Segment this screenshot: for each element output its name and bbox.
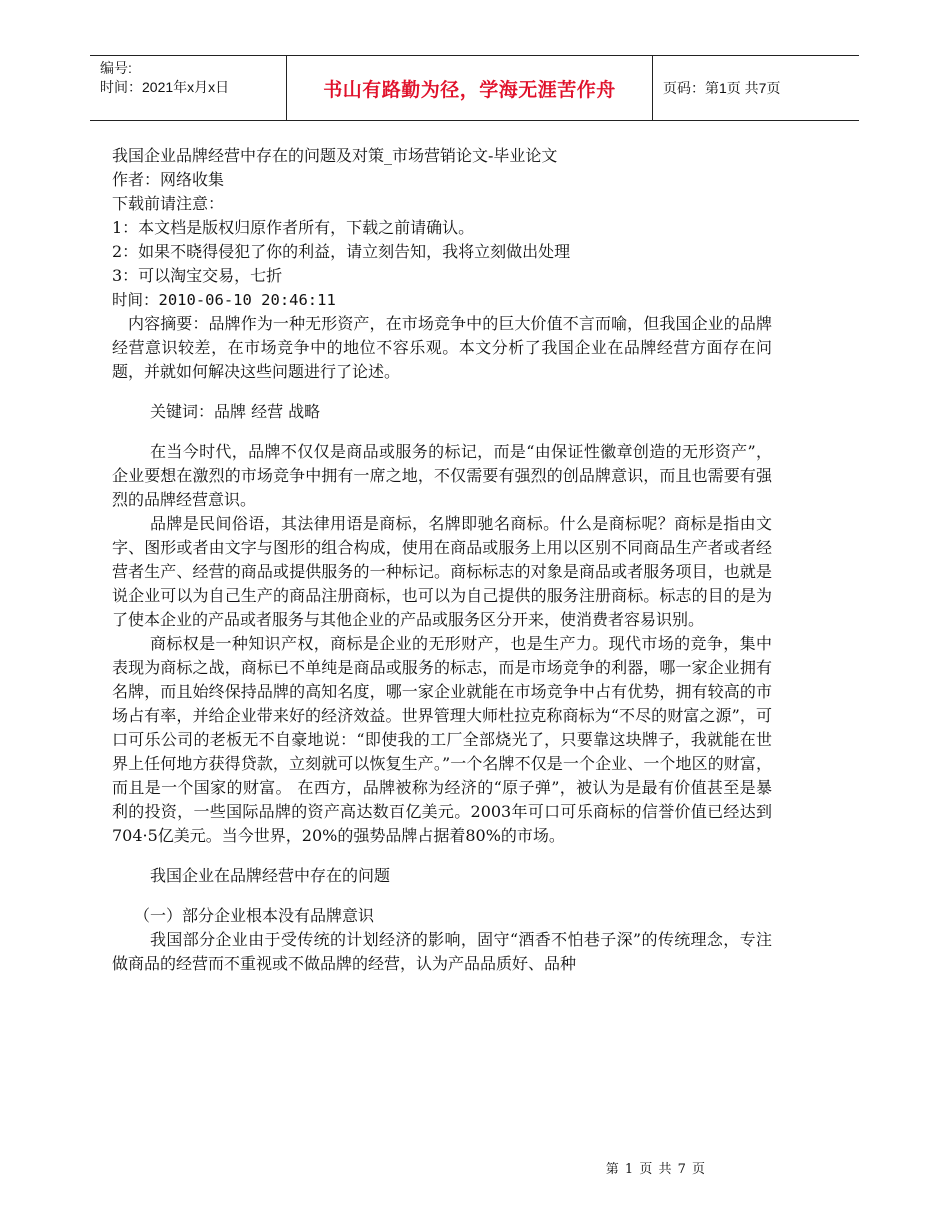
paragraph: 品牌是民间俗语，其法律用语是商标，名牌即驰名商标。什么是商标呢？商标是指由文字、图形或者由文字与图形的组合构成，使用在商品或服务上用以区别不同商品生产者或者经营者生产、经营的商品或提供服务的一种标记。商标标志的对象是商品或者服务项目，也就是说企业可以为自己生产的商品注册商标，也可以为自己提供的服务注册商标。标志的目的是为了使本企业的产品或者服务与其他企业的产品或服务区分开来，使消费者容易识别。: [112, 514, 772, 629]
subsection-title: （一）部分企业根本没有品牌意识: [134, 906, 375, 925]
page-header: [90, 55, 859, 121]
author-line: 作者：网络收集: [112, 170, 225, 189]
number-label: 编号:: [100, 60, 132, 76]
notice-item-2: 2：如果不晓得侵犯了你的利益，请立刻告知，我将立刻做出处理: [112, 242, 571, 261]
document-body: [112, 144, 772, 976]
header-info: [90, 56, 286, 120]
header-page-label: 页码：第1页 共7页: [663, 80, 781, 96]
header-motto: 书山有路勤为径，学海无涯苦作舟: [286, 56, 653, 120]
paragraph: 我国部分企业由于受传统的计划经济的影响，固守“酒香不怕巷子深”的传统理念，专注做商品的经营而不重视或不做品牌的经营，认为产品品质好、品种: [112, 930, 772, 973]
paragraph: 商标权是一种知识产权，商标是企业的无形财产，也是生产力。现代市场的竞争，集中表现为商标之战，商标已不单纯是商品或服务的标志，而是市场竞争的利器，哪一家企业拥有名牌，而且始终保持品牌的高知名度，哪一家企业就能在市场竞争中占有优势，拥有较高的市场占有率，并给企业带来好的经济效益。世界管理大师杜拉克称商标为“不尽的财富之源”，可口可乐公司的老板无不自豪地说：“即使我的工厂全部烧光了，只要靠这块牌子，我就能在世界上任何地方获得贷款，立刻就可以恢复生产。”一个名牌不仅是一个企业、一个地区的财富，而且是一个国家的财富。 在西方，品牌被称为经济的“原子弹”，被认为是最有价值甚至是暴利的投资，一些国际品牌的资产高达数百亿美元。2003年可口可乐商标的信誉价值已经达到704·5亿美元。当今世界，20%的强势品牌占据着80%的市场。: [112, 634, 772, 845]
notice-item-1: 1：本文档是版权归原作者所有，下载之前请确认。: [112, 218, 475, 237]
section-title: 我国企业在品牌经营中存在的问题: [150, 866, 391, 885]
keywords: 关键词：品牌 经营 战略: [150, 402, 321, 421]
time-label: 时间：2021年x月x日: [100, 79, 230, 95]
notice-item-3: 3：可以淘宝交易，七折: [112, 266, 283, 285]
notice-title: 下载前请注意：: [112, 194, 225, 213]
document-title: 我国企业品牌经营中存在的问题及对策_市场营销论文-毕业论文: [112, 146, 558, 165]
abstract: 内容摘要：品牌作为一种无形资产，在市场竞争中的巨大价值不言而喻，但我国企业的品牌经营意识较差，在市场竞争中的地位不容乐观。本文分析了我国企业在品牌经营方面存在问题，并就如何解决这些问题进行了论述。: [112, 314, 772, 381]
time-line: 时间：2010-06-10 20:46:11: [112, 291, 336, 309]
paragraph: 在当今时代，品牌不仅仅是商品或服务的标记，而是“由保证性徽章创造的无形资产”，企业要想在激烈的市场竞争中拥有一席之地，不仅需要有强烈的创品牌意识，而且也需要有强烈的品牌经营意识。: [112, 442, 772, 509]
page-footer: 第 1 页 共 7 页: [605, 1162, 706, 1177]
